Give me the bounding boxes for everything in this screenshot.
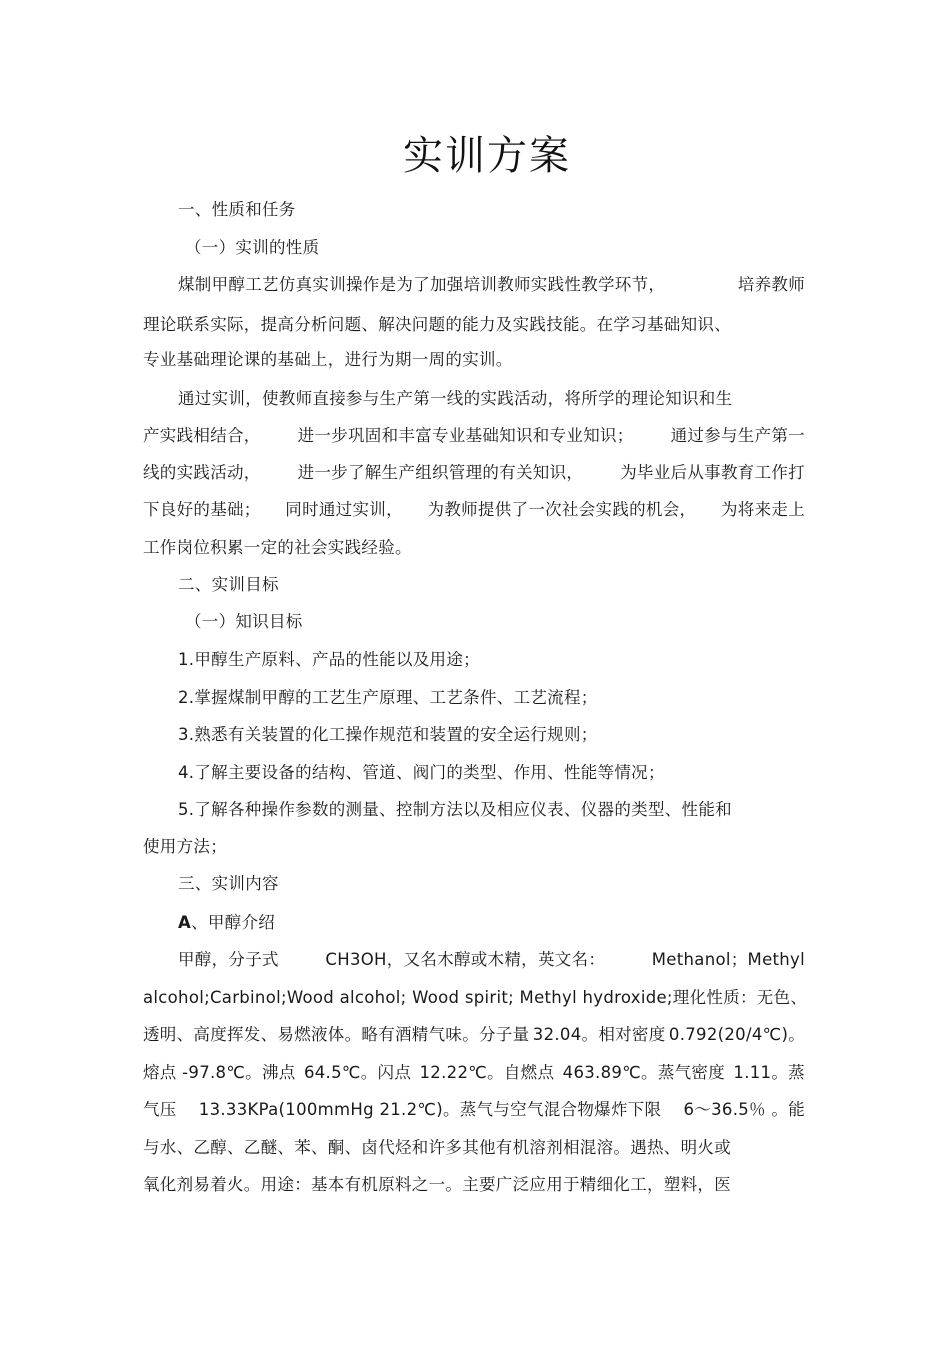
text-run: 产实践相结合，: [143, 426, 261, 445]
text-run: Methanol；Methyl: [651, 950, 805, 969]
subsection-heading-1: （一）实训的性质: [185, 238, 320, 257]
text-run: 进一步巩固和丰富专业基础知识和专业知识；: [297, 426, 634, 445]
section-heading-2: 二、实训目标: [178, 575, 279, 594]
paragraph-line: [143, 1098, 805, 1122]
text-run: 培养教师: [737, 275, 805, 294]
text-run: A: [178, 913, 192, 932]
list-item: 5.了解各种操作参数的测量、控制方法以及相应仪表、仪器的类型、性能和: [178, 800, 732, 819]
text-run: 为毕业后从事教育工作打: [620, 463, 805, 482]
paragraph-line: 通过实训，使教师直接参与生产第一线的实践活动，将所学的理论知识和生: [178, 389, 733, 408]
text-run: 1.11。蒸: [733, 1063, 805, 1082]
text-run: 463.89℃。蒸气密度: [562, 1063, 726, 1082]
text-run: 下良好的基础；: [143, 500, 261, 519]
subsection-heading-2: （一）知识目标: [185, 612, 303, 631]
text-run: 为教师提供了一次社会实践的机会，: [427, 500, 697, 519]
paragraph-line: [143, 424, 805, 448]
paragraph-line: [143, 986, 808, 1010]
paragraph-line: 工作岗位积累一定的社会实践经验。: [143, 538, 412, 557]
page-title: 实训方案: [403, 133, 571, 179]
paragraph-line: [143, 461, 805, 485]
text-run: 0.792(20/4℃)。: [668, 1025, 805, 1044]
text-run: CH3OH，又名木醇或木精，英文名：: [325, 950, 606, 969]
text-run: 线的实践活动，: [143, 463, 261, 482]
list-item: 2.掌握煤制甲醇的工艺生产原理、工艺条件、工艺流程；: [178, 688, 598, 707]
text-run: alcohol;Carbinol;Wood alcohol; Wood spirit; Methyl hydroxide;: [143, 988, 673, 1007]
subsection-heading-3: [178, 911, 275, 935]
text-run: 甲醇，分子式: [178, 950, 279, 969]
text-run: 煤制甲醇工艺仿真实训操作是为了加强培训教师实践性教学环节，: [178, 275, 666, 294]
list-item: 1.甲醇生产原料、产品的性能以及用途；: [178, 650, 480, 669]
text-run: 64.5℃。闪点: [303, 1063, 412, 1082]
paragraph-line: [143, 1023, 805, 1047]
text-run: 6～36.5％ 。能: [683, 1100, 805, 1119]
paragraph-line: [143, 1061, 805, 1085]
section-heading-3: 三、实训内容: [178, 874, 279, 893]
paragraph-line: [178, 273, 805, 297]
paragraph-line: 专业基础理论课的基础上，进行为期一周的实训。: [143, 350, 513, 369]
text-run: 12.22℃。自燃点: [419, 1063, 555, 1082]
text-run: 理化性质：无色、: [672, 988, 808, 1007]
section-heading-1: 一、性质和任务: [178, 200, 296, 219]
paragraph-line: [178, 948, 805, 972]
text-run: 熔点 -97.8℃。沸点: [143, 1063, 296, 1082]
text-run: 进一步了解生产组织管理的有关知识，: [297, 463, 584, 482]
text-run: 、甲醇介绍: [191, 913, 276, 932]
text-run: 透明、高度挥发、易燃液体。略有酒精气味。分子量: [143, 1025, 530, 1044]
text-run: 为将来走上: [721, 500, 805, 519]
paragraph-line: 氧化剂易着火。用途：基本有机原料之一。主要广泛应用于精细化工，塑料，医: [143, 1175, 731, 1194]
list-item: 3.熟悉有关装置的化工操作规范和装置的安全运行规则；: [178, 725, 598, 744]
paragraph-line: 理论联系实际，提高分析问题、解决问题的能力及实践技能。在学习基础知识、: [143, 315, 731, 334]
text-run: 通过参与生产第一: [670, 426, 805, 445]
text-run: 32.04。相对密度: [532, 1025, 666, 1044]
text-run: 13.33KPa(100mmHg 21.2℃)。蒸气与空气混合物爆炸下限: [198, 1100, 662, 1119]
list-item-continuation: 使用方法；: [143, 837, 227, 856]
paragraph-line: [143, 498, 805, 522]
text-run: 同时通过实训，: [285, 500, 403, 519]
text-run: 气压: [143, 1100, 177, 1119]
paragraph-line: 与水、乙醇、乙醚、苯、酮、卤代烃和许多其他有机溶剂相混溶。遇热、明火或: [143, 1138, 731, 1157]
list-item: 4.了解主要设备的结构、管道、阀门的类型、作用、性能等情况；: [178, 763, 665, 782]
